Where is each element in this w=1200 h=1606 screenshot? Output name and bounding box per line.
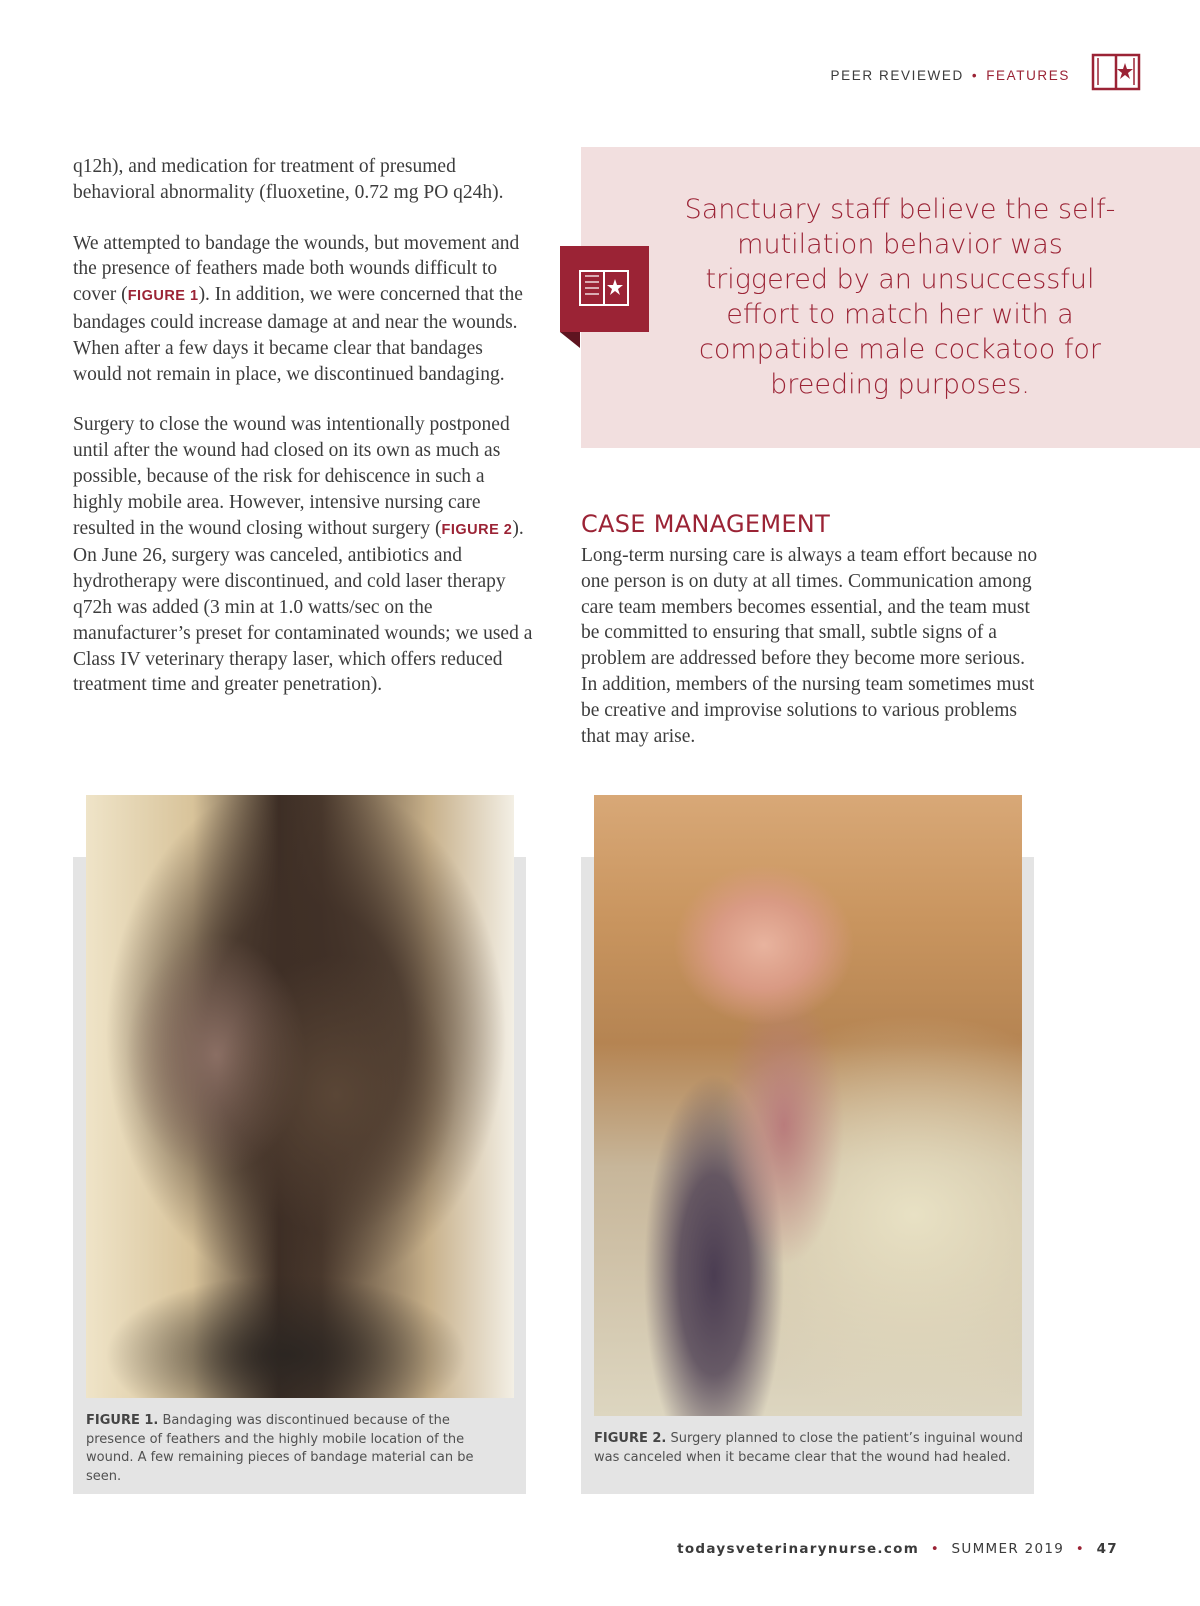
page-footer: [677, 1541, 1118, 1557]
right-column: [581, 543, 1041, 774]
footer-website: todaysveterinarynurse.com: [677, 1541, 920, 1557]
figure-1-reference: FIGURE 1: [127, 288, 199, 305]
book-star-icon: [577, 268, 631, 310]
section-heading: CASE MANAGEMENT: [581, 510, 831, 538]
book-star-icon: [1090, 52, 1142, 94]
paragraph-1: q12h), and medication for treatment of presumed behavioral abnormality (fluoxetine, 0.72 mg PO q24h).: [73, 156, 504, 203]
left-column: [73, 154, 533, 723]
paragraph-2-text-b: ). In addition, we were concerned that the bandages could increase damage at and near the wounds. When after a few days it became clear that bandages would not remain in place, we discontinued bandaging.: [73, 284, 523, 385]
figure-1-photo: [86, 795, 514, 1398]
page-number: 47: [1096, 1541, 1118, 1557]
paragraph-2: [73, 231, 533, 388]
case-management-paragraph: Long-term nursing care is always a team effort because no one person is on duty at all times. Communication among care team members becomes essential, and the team must be committed to ensuring that small, subtle signs of a problem are addressed before they become more serious. In addition, members of the nursing team sometimes must be creative and improvise solutions to various problems that may arise.: [581, 545, 1038, 747]
figure-2-label: FIGURE 2.: [594, 1431, 667, 1446]
header-section: PEER REVIEWED: [830, 67, 964, 83]
pull-quote-tab-fold: [560, 332, 580, 348]
paragraph-3: [73, 412, 533, 698]
footer-separator: •: [1075, 1541, 1086, 1557]
figure-2-caption: [594, 1430, 1024, 1467]
paragraph-2-text-a: We attempted to bandage the wounds, but movement and the presence of feathers made both wounds difficult to cover (: [73, 232, 520, 306]
figure-1-caption-text: Bandaging was discontinued because of the presence of feathers and the highly mobile location of the wound. A few remaining pieces of bandage material can be seen.: [86, 1413, 474, 1484]
figure-1-caption: [86, 1412, 506, 1486]
figure-2-photo: [594, 795, 1022, 1416]
running-header: [831, 64, 1070, 86]
footer-separator: •: [930, 1541, 940, 1557]
figure-2-reference: FIGURE 2: [441, 521, 513, 538]
pull-quote-text: Sanctuary staff believe the self-mutilation behavior was triggered by an unsuccessful effort to match her with a compatible male cockatoo for breeding purposes.: [684, 194, 1116, 400]
figure-1-label: FIGURE 1.: [86, 1413, 159, 1428]
footer-issue: SUMMER 2019: [951, 1541, 1065, 1557]
paragraph-3-text-a: Surgery to close the wound was intentionally postponed until after the wound had closed on its own as much as possible, because of the risk for dehiscence in such a highly mobile area. However, intensive nursing care resulted in the wound closing without surgery (: [73, 414, 510, 539]
figure-2-caption-text: Surgery planned to close the patient’s inguinal wound was canceled when it became clear that the wound had healed.: [594, 1431, 1024, 1465]
paragraph-3-text-b: ). On June 26, surgery was canceled, antibiotics and hydrotherapy were discontinued, and cold laser therapy q72h was added (3 min at 1.0 watts/sec on the manufacturer’s preset for contaminated wounds; we used a Class IV veterinary therapy laser, which offers reduced treatment time and greater penetration).: [73, 517, 533, 696]
header-category: FEATURES: [986, 67, 1070, 83]
header-separator: •: [971, 67, 979, 83]
